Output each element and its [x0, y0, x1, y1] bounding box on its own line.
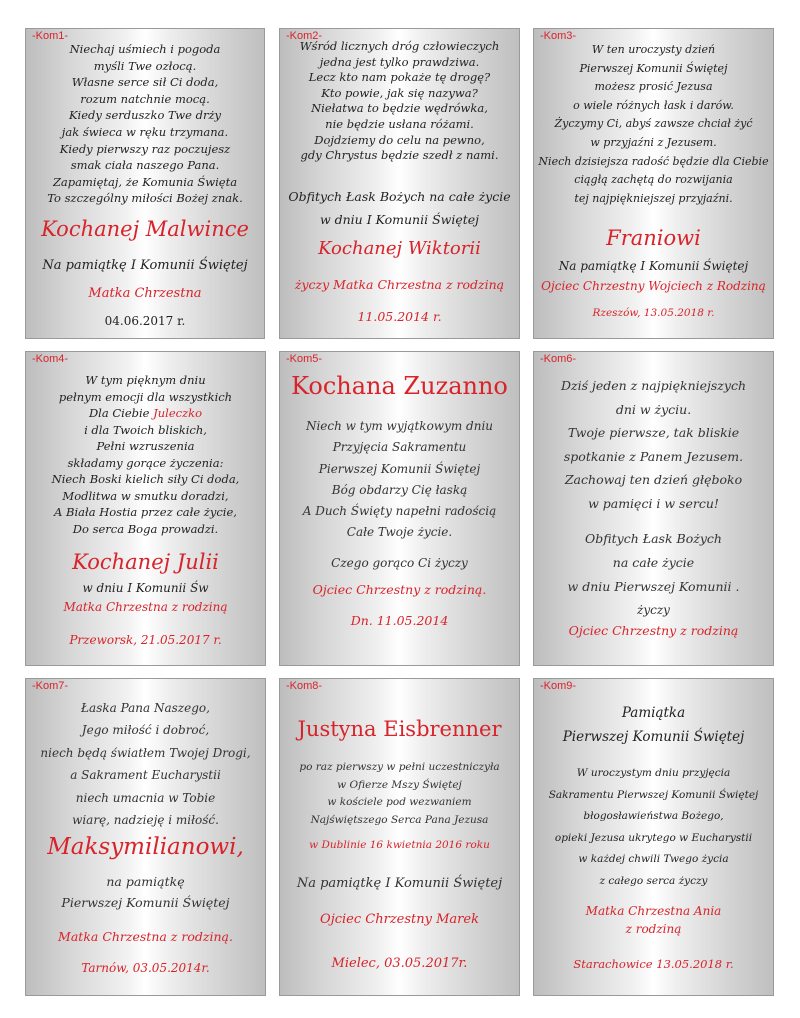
poem-line: Kto powie, jak się nazywa? [321, 85, 478, 100]
poem-line: w każdej chwili Twego życia [578, 853, 729, 866]
occasion: Na pamiątkę I Komunii Świętej [296, 876, 503, 891]
recipient-name: Kochanej Malwince [41, 217, 249, 241]
sender: Matka Chrzestna z rodziną [63, 600, 228, 614]
sender: Matka Chrzestna Ania [585, 904, 722, 918]
poem-line: Do serca Boga prowadzi. [72, 521, 219, 536]
poem-line: Własne serce sił Ci doda, [71, 75, 219, 90]
recipient-name: Maksymilianowi, [47, 834, 244, 860]
poem-line: Dziś jeden z najpiękniejszych [560, 378, 747, 393]
recipient-name: Justyna Eisbrenner [297, 717, 502, 741]
poem-line: opieki Jezusa ukrytego w Eucharystii [554, 831, 753, 844]
plate-tag: -Kom4- [32, 353, 69, 365]
poem-line: Lecz kto nam pokaże tę drogę? [308, 70, 491, 85]
poem-line: jak świeca w ręku trzymana. [61, 124, 229, 139]
occasion: Pierwszej Komunii Świętej [61, 895, 230, 910]
sender: Ojciec Chrzestny Marek [320, 912, 479, 927]
poem-line: Przyjęcia Sakramentu [332, 440, 467, 455]
occasion: Na pamiątkę I Komunii Świętej [42, 258, 248, 273]
poem-line: pełnym emocji dla wszystkich [58, 389, 233, 404]
poem-line [26, 405, 265, 422]
recipient-name: Kochanej Wiktorii [318, 238, 481, 259]
poem-line: i dla Twoich bliskich, [84, 422, 207, 437]
poem-line: W uroczystym dniu przyjęcia [576, 767, 731, 779]
date: 04.06.2017 r. [104, 314, 186, 328]
sender: Ojciec Chrzestny z rodziną [568, 623, 739, 638]
sender: Matka Chrzestna z rodziną. [58, 929, 233, 944]
plate-kom2 [279, 28, 520, 339]
poem-line: Niech Boski kielich siły Ci doda, [51, 472, 240, 486]
plate-kom5 [279, 351, 520, 666]
poem-line: Modlitwa w smutku doradzi, [62, 488, 229, 503]
poem [280, 759, 519, 830]
plate-kom4 [25, 351, 266, 666]
poem-line: rozum natchnie mocą. [80, 91, 210, 106]
poem [26, 41, 264, 207]
poem-line: Niech dzisiejsza radość będzie dla Ciebie [538, 154, 769, 168]
date: Przeworsk, 21.05.2017 r. [69, 633, 222, 647]
poem-line: Pierwszej Komunii Świętej [318, 461, 481, 476]
poem-highlight-name: Juleczko [153, 406, 203, 420]
poem-line: Pełni wzruszenia [96, 439, 195, 453]
poem-line: myśli Twe ozłocą. [93, 58, 197, 73]
poem-fragment: Dla Ciebie [88, 406, 154, 420]
poem-line: w Ofierze Mszy Świętej [337, 778, 462, 791]
poem-line: Niech w tym wyjątkowym dniu [305, 419, 494, 433]
plate-tag: -Kom5- [286, 353, 323, 365]
wish-line: Obfitych Łask Bożych [585, 531, 722, 546]
plate-tag: -Kom7- [32, 680, 69, 692]
date: 11.05.2014 r. [357, 309, 442, 324]
poem-line: Kiedy pierwszy raz poczujesz [59, 141, 231, 156]
plate-tag: -Kom3- [540, 30, 577, 42]
poem [280, 39, 519, 164]
occasion: Na pamiątkę I Komunii Świętej [558, 259, 749, 273]
plate-kom3 [533, 28, 774, 339]
poem-line: Całe Twoje życie. [346, 525, 453, 540]
sender: Matka Chrzestna [88, 286, 202, 301]
wish-line: Czego gorąco Ci życzy [331, 556, 468, 570]
place-date: w Dublinie 16 kwietnia 2016 roku [309, 839, 490, 851]
poem-line: wiarę, nadzieję i miłość. [72, 813, 219, 828]
poem-line: spotkanie z Panem Jezusem. [563, 448, 744, 464]
plate-kom8 [279, 678, 520, 996]
plate-tag: -Kom1- [32, 30, 69, 42]
wish-line: Obfitych Łask Bożych na całe życie [288, 189, 511, 204]
poem [280, 416, 519, 544]
poem-line: Niełatwa to będzie wędrówka, [311, 101, 488, 116]
poem-line: To szczególny miłości Bożej znak. [47, 191, 243, 206]
poem-line: niech umacnia w Tobie [75, 790, 216, 805]
wishes-word: życzy [637, 603, 670, 617]
poem-line: Zapamiętaj, że Komunia Święta [52, 174, 238, 189]
date: Mielec, 03.05.2017r. [331, 956, 468, 971]
poem-line: A Biała Hostia przez całe życie, [54, 505, 237, 519]
poem-line: ciągłą zachętą do rozwijania [574, 173, 733, 187]
poem-line: Sakramentu Pierwszej Komunii Świętej [548, 788, 759, 801]
plate-kom1 [25, 28, 265, 339]
poem [26, 697, 265, 831]
poem-line: Niechaj uśmiech i pogoda [69, 42, 221, 56]
sender: z rodziną [625, 922, 682, 936]
poem [534, 41, 773, 208]
plate-tag: -Kom2- [286, 30, 323, 42]
poem-line: nie będzie usłana różami. [325, 116, 474, 131]
poem-line: o wiele różnych łask i darów. [573, 98, 734, 112]
poem-line: Życzymy Ci, abyś zawsze chciał żyć [554, 117, 753, 131]
occasion: na pamiątkę [106, 874, 185, 889]
plate-tag: -Kom8- [286, 680, 323, 692]
poem-line: Pierwszej Komunii Świętej [579, 61, 728, 75]
sender: Ojciec Chrzestny Wojciech z Rodziną [541, 279, 766, 293]
recipient-name: Franiowi [606, 226, 701, 250]
poem-line: Wśród licznych dróg człowieczych [299, 39, 500, 53]
plate-kom6 [533, 351, 774, 666]
poem-line: jedna jest tylko prawdziwa. [319, 54, 480, 69]
date: Dn. 11.05.2014 [350, 613, 449, 628]
poem-line: z całego serca życzy [599, 874, 708, 887]
recipient-name: Kochanej Julii [72, 550, 219, 574]
poem-line: tej najpiękniejszej przyjaźni. [574, 191, 733, 205]
date: Tarnów, 03.05.2014r. [81, 961, 210, 975]
poem-line: dni w życiu. [615, 401, 692, 417]
title-line: Pierwszej Komunii Świętej [562, 729, 745, 745]
poem-line: W ten uroczysty dzień [591, 43, 716, 56]
poem-line: Dojdziemy do celu na pewno, [314, 132, 485, 147]
sender: Ojciec Chrzestny z rodziną. [312, 582, 487, 597]
poem-line: w przyjaźni z Jezusem. [590, 135, 717, 149]
poem-line: Łaska Pana Naszego, [81, 701, 210, 715]
sender: życzy Matka Chrzestna z rodziną [294, 277, 505, 292]
poem-line: błogosławieństwa Bożego, [583, 810, 724, 823]
poem-line: gdy Chrystus będzie szedł z nami. [300, 148, 499, 163]
poem-line: w kościele pod wezwaniem [327, 796, 472, 809]
poem-line: a Sakrament Eucharystii [70, 768, 221, 783]
plate-tag: -Kom9- [540, 680, 577, 692]
title-line: Pamiątka [621, 705, 686, 721]
poem-line: W tym pięknym dniu [85, 373, 206, 387]
occasion: w dniu I Komunii Św [82, 581, 209, 595]
plate-tag: -Kom6- [540, 353, 577, 365]
poem [534, 374, 773, 516]
poem-line: smak ciała naszego Pana. [70, 158, 220, 173]
poem-line: Kiedy serduszko Twe drży [68, 108, 222, 123]
date: Starachowice 13.05.2018 r. [573, 957, 734, 971]
wish-line: na całe życie [612, 555, 695, 570]
poem-line: składamy gorące życzenia: [67, 455, 224, 470]
poem [534, 763, 773, 893]
wish-block [534, 527, 773, 599]
poem-line: w pamięci i w sercu! [588, 495, 719, 511]
poem-line: Twoje pierwsze, tak bliskie [567, 425, 740, 441]
poem-line: możesz prosić Jezusa [594, 80, 713, 94]
wish-line: w dniu Pierwszej Komunii . [567, 579, 740, 594]
poem-line: Najświętszego Serca Pana Jezusa [310, 814, 489, 827]
plate-kom9 [533, 678, 774, 996]
date: Rzeszów, 13.05.2018 r. [592, 307, 715, 319]
poem-line: po raz pierwszy w pełni uczestniczyła [299, 761, 500, 773]
poem-line: Jego miłość i dobroć, [81, 723, 210, 738]
plate-kom7 [25, 678, 266, 996]
poem-line: Bóg obdarzy Cię łaską [331, 482, 468, 497]
poem [26, 372, 265, 537]
recipient-name: Kochana Zuzanno [291, 372, 508, 400]
wish-line: w dniu I Komunii Świętej [319, 212, 480, 227]
poem-line: niech będą światłem Twojej Drogi, [40, 745, 251, 760]
poem-line: Zachowaj ten dzień głęboko [564, 472, 743, 488]
poem-line: A Duch Święty napełni radością [302, 504, 497, 519]
